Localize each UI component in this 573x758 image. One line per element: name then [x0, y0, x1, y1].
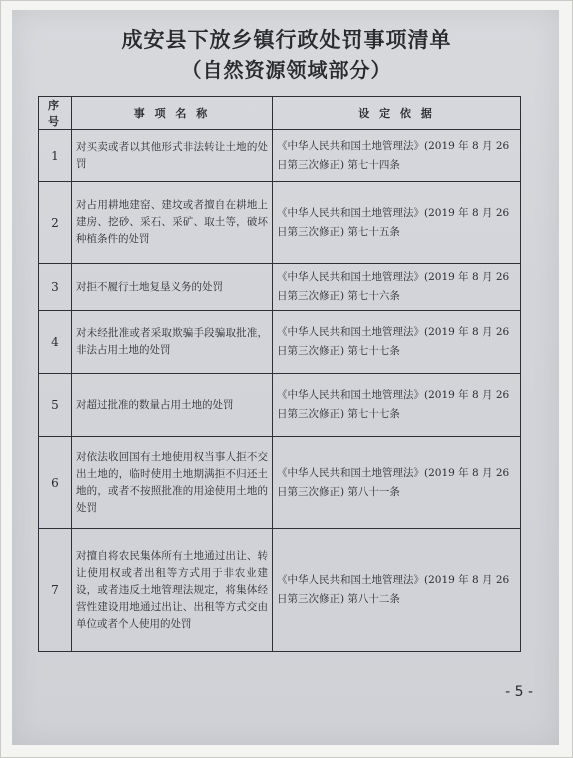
row-basis: 《中华人民共和国土地管理法》(2019 年 8 月 26 日第三次修正) 第七十六条: [273, 264, 521, 311]
row-number: 4: [39, 311, 72, 374]
table-header-row: [39, 97, 521, 130]
row-number: 1: [39, 130, 72, 182]
document-subtitle: （自然资源领域部分）: [181, 58, 392, 82]
document-title: 成安县下放乡镇行政处罚事项清单: [121, 28, 452, 52]
row-number: 5: [39, 374, 72, 437]
table-row: [39, 311, 521, 374]
table-row: [39, 264, 521, 311]
row-basis: 《中华人民共和国土地管理法》(2019 年 8 月 26 日第三次修正) 第七十四条: [273, 130, 521, 182]
row-basis: 《中华人民共和国土地管理法》(2019 年 8 月 26 日第三次修正) 第七十七条: [273, 311, 521, 374]
row-item: 对买卖或者以其他形式非法转让土地的处罚: [72, 130, 273, 182]
row-number: 6: [39, 437, 72, 529]
header-item-name: 事 项 名 称: [72, 97, 273, 130]
row-basis: 《中华人民共和国土地管理法》(2019 年 8 月 26 日第三次修正) 第八十二条: [273, 529, 521, 652]
table-row: [39, 437, 521, 529]
header-basis: 设 定 依 据: [273, 97, 521, 130]
header-index: 序号: [39, 97, 72, 130]
table-row: [39, 182, 521, 264]
row-number: 7: [39, 529, 72, 652]
row-item: 对拒不履行土地复垦义务的处罚: [72, 264, 273, 311]
row-item: 对依法收回国有土地使用权当事人拒不交出土地的，临时使用土地期满拒不归还土地的，或者不按照批准的用途使用土地的处罚: [72, 437, 273, 529]
row-number: 3: [39, 264, 72, 311]
row-basis: 《中华人民共和国土地管理法》(2019 年 8 月 26 日第三次修正) 第七十七条: [273, 374, 521, 437]
table-row: [39, 374, 521, 437]
row-basis: 《中华人民共和国土地管理法》(2019 年 8 月 26 日第三次修正) 第八十一条: [273, 437, 521, 529]
penalty-items-table: [38, 96, 521, 652]
row-basis: 《中华人民共和国土地管理法》(2019 年 8 月 26 日第三次修正) 第七十五条: [273, 182, 521, 264]
row-item: 对占用耕地建窑、建坟或者擅自在耕地上建房、挖砂、采石、采矿、取土等，破坏种植条件的处罚: [72, 182, 273, 264]
row-item: 对超过批准的数量占用土地的处罚: [72, 374, 273, 437]
table-row: [39, 130, 521, 182]
row-number: 2: [39, 182, 72, 264]
table-row: [39, 529, 521, 652]
row-item: 对未经批准或者采取欺骗手段骗取批准，非法占用土地的处罚: [72, 311, 273, 374]
page-number: - 5 -: [505, 684, 533, 700]
row-item: 对擅自将农民集体所有土地通过出让、转让使用权或者出租等方式用于非农业建设，或者违反土地管理法规定，将集体经营性建设用地通过出让、出租等方式交由单位或者个人使用的处罚: [72, 529, 273, 652]
